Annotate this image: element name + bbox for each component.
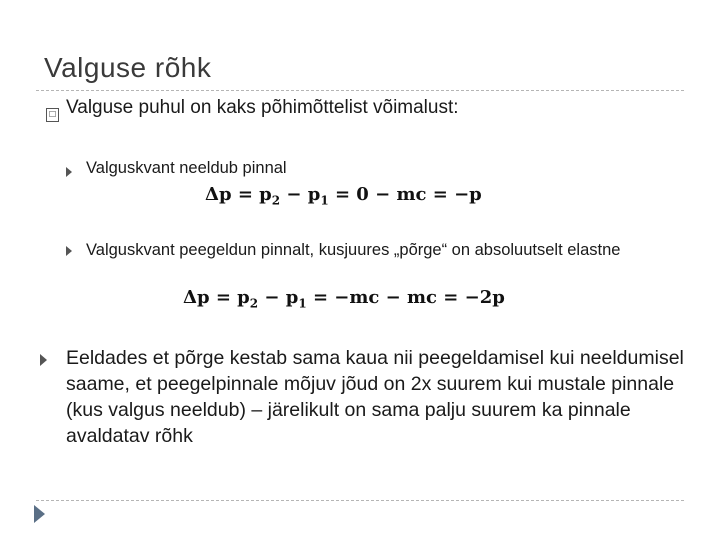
title-divider [36, 90, 684, 91]
eq1-rhs: = 0 − mc = −p [328, 184, 482, 205]
eq2-mid: − p [258, 287, 299, 308]
eq2-sub2: 1 [298, 296, 307, 311]
eq1-sub1: 2 [271, 193, 281, 208]
eq1-mid: − p [280, 184, 321, 205]
eq1-sub2: 1 [320, 193, 329, 208]
triangle-bullet-icon [66, 246, 72, 256]
eq2-lhs: Δp = p [183, 287, 250, 308]
conclusion-text: Eeldades et põrge kestab sama kaua nii peegeldamisel kui neeldumisel saame, et peegelpinnale mõjuv jõud on 2x suurem kui mustale pinnale (kus valgus neeldub) – järelikult on sama palju suurem ka pinnale avaldatav rõhk [66, 347, 684, 447]
triangle-bullet-icon [40, 354, 47, 366]
item1-text: Valguskvant neeldub pinnal [86, 159, 287, 177]
footer-divider [36, 500, 684, 501]
page-title: Valguse rõhk [44, 52, 212, 83]
eq2-rhs: = −mc − mc = −2p [306, 287, 505, 308]
triangle-bullet-icon [66, 167, 72, 177]
equation-reflection [183, 287, 505, 311]
nav-arrow-icon[interactable] [34, 505, 45, 523]
intro-text: Valguse puhul on kaks põhimõttelist võimalust: [66, 97, 459, 118]
equation-absorption [205, 184, 482, 208]
item2-text: Valguskvant peegeldun pinnalt, kusjuures „põrge“ on absoluutselt elastne [86, 241, 621, 259]
eq1-lhs: Δp = p [205, 184, 272, 205]
eq2-sub1: 2 [249, 296, 259, 311]
missing-glyph-icon: □ [46, 108, 59, 122]
